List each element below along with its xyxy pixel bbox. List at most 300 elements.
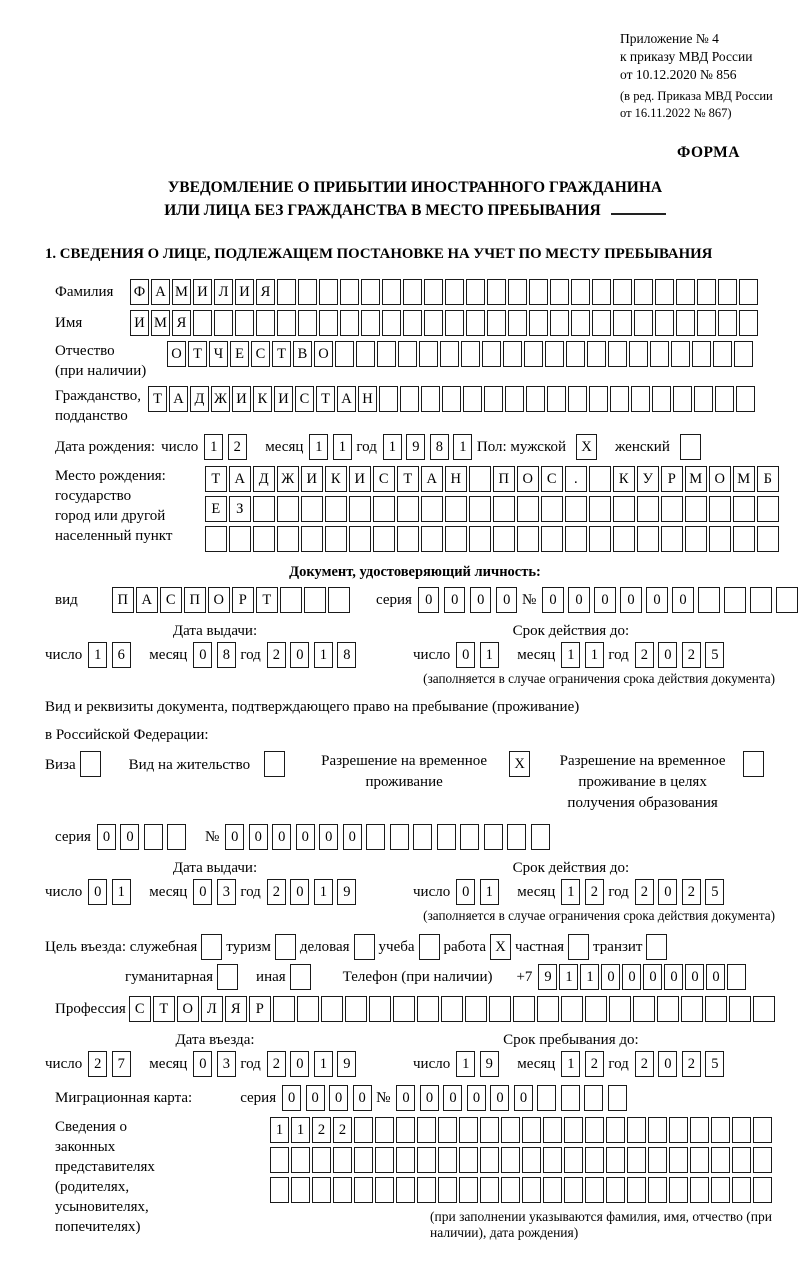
char-cell[interactable]: 0 [329, 1085, 348, 1111]
char-cell[interactable] [349, 526, 371, 552]
char-cell[interactable] [144, 824, 163, 850]
char-cell[interactable] [711, 1147, 730, 1173]
char-cell[interactable] [739, 310, 758, 336]
char-cell[interactable] [312, 1177, 331, 1203]
char-cell[interactable] [508, 310, 527, 336]
char-cell[interactable] [753, 1147, 772, 1173]
char-cell[interactable] [698, 587, 720, 613]
char-cell[interactable] [718, 279, 737, 305]
char-cell[interactable] [727, 964, 746, 990]
char-cell[interactable]: Д [190, 386, 209, 412]
char-cell[interactable]: А [169, 386, 188, 412]
char-cell[interactable] [669, 1147, 688, 1173]
char-cell[interactable] [390, 824, 409, 850]
char-cell[interactable] [627, 1147, 646, 1173]
char-cell[interactable] [733, 526, 755, 552]
char-cell[interactable] [565, 496, 587, 522]
char-cell[interactable] [732, 1177, 751, 1203]
char-cell[interactable] [589, 496, 611, 522]
char-cell[interactable] [709, 496, 731, 522]
char-cell[interactable] [585, 996, 607, 1022]
char-cell[interactable] [340, 310, 359, 336]
char-cell[interactable] [739, 279, 758, 305]
char-cell[interactable] [253, 496, 275, 522]
purpose-work-checkbox[interactable]: X [490, 934, 511, 960]
sex-male-checkbox[interactable]: X [576, 434, 597, 460]
char-cell[interactable] [291, 1147, 310, 1173]
char-cell[interactable] [657, 996, 679, 1022]
char-cell[interactable] [373, 496, 395, 522]
char-cell[interactable] [482, 341, 501, 367]
char-cell[interactable]: 1 [580, 964, 599, 990]
char-cell[interactable] [634, 279, 653, 305]
rvp-education-checkbox[interactable] [743, 751, 764, 777]
char-cell[interactable] [328, 587, 350, 613]
char-cell[interactable] [522, 1177, 541, 1203]
char-cell[interactable]: 0 [343, 824, 362, 850]
char-cell[interactable] [757, 526, 779, 552]
char-cell[interactable]: О [517, 466, 539, 492]
char-cell[interactable]: 0 [658, 642, 677, 668]
char-cell[interactable] [694, 386, 713, 412]
char-cell[interactable]: Л [201, 996, 223, 1022]
char-cell[interactable] [345, 996, 367, 1022]
char-cell[interactable]: С [373, 466, 395, 492]
char-cell[interactable] [648, 1117, 667, 1143]
char-cell[interactable]: 9 [337, 879, 356, 905]
char-cell[interactable] [750, 587, 772, 613]
char-cell[interactable] [541, 526, 563, 552]
char-cell[interactable] [671, 341, 690, 367]
char-cell[interactable] [529, 310, 548, 336]
char-cell[interactable]: Р [661, 466, 683, 492]
char-cell[interactable] [697, 279, 716, 305]
char-cell[interactable] [487, 310, 506, 336]
char-cell[interactable]: . [565, 466, 587, 492]
char-cell[interactable] [419, 341, 438, 367]
char-cell[interactable] [167, 824, 186, 850]
char-cell[interactable] [382, 310, 401, 336]
char-cell[interactable] [753, 1117, 772, 1143]
char-cell[interactable] [397, 496, 419, 522]
char-cell[interactable]: П [184, 587, 206, 613]
char-cell[interactable] [561, 996, 583, 1022]
char-cell[interactable]: 1 [559, 964, 578, 990]
char-cell[interactable]: М [685, 466, 707, 492]
char-cell[interactable]: 8 [430, 434, 449, 460]
char-cell[interactable]: 1 [270, 1117, 289, 1143]
char-cell[interactable]: 2 [635, 879, 654, 905]
char-cell[interactable] [585, 1117, 604, 1143]
char-cell[interactable] [564, 1147, 583, 1173]
char-cell[interactable] [631, 386, 650, 412]
char-cell[interactable] [609, 996, 631, 1022]
char-cell[interactable]: 3 [217, 879, 236, 905]
char-cell[interactable] [508, 279, 527, 305]
char-cell[interactable]: 1 [480, 879, 499, 905]
char-cell[interactable] [529, 279, 548, 305]
char-cell[interactable]: Е [230, 341, 249, 367]
char-cell[interactable] [655, 279, 674, 305]
char-cell[interactable] [277, 496, 299, 522]
char-cell[interactable] [229, 526, 251, 552]
char-cell[interactable]: И [301, 466, 323, 492]
char-cell[interactable] [460, 824, 479, 850]
char-cell[interactable] [543, 1177, 562, 1203]
char-cell[interactable] [589, 386, 608, 412]
char-cell[interactable] [526, 386, 545, 412]
char-cell[interactable] [301, 496, 323, 522]
char-cell[interactable] [585, 1147, 604, 1173]
char-cell[interactable]: 0 [290, 1051, 309, 1077]
char-cell[interactable] [524, 341, 543, 367]
char-cell[interactable]: С [295, 386, 314, 412]
char-cell[interactable]: А [229, 466, 251, 492]
char-cell[interactable] [480, 1177, 499, 1203]
char-cell[interactable]: 0 [443, 1085, 462, 1111]
char-cell[interactable] [354, 1147, 373, 1173]
char-cell[interactable]: С [129, 996, 151, 1022]
char-cell[interactable] [361, 279, 380, 305]
char-cell[interactable] [606, 1177, 625, 1203]
char-cell[interactable] [608, 1085, 627, 1111]
char-cell[interactable]: 1 [453, 434, 472, 460]
char-cell[interactable] [613, 310, 632, 336]
char-cell[interactable] [321, 996, 343, 1022]
char-cell[interactable] [690, 1147, 709, 1173]
char-cell[interactable]: Н [445, 466, 467, 492]
char-cell[interactable] [648, 1147, 667, 1173]
char-cell[interactable] [613, 496, 635, 522]
char-cell[interactable]: К [613, 466, 635, 492]
char-cell[interactable] [438, 1177, 457, 1203]
char-cell[interactable] [459, 1177, 478, 1203]
char-cell[interactable] [480, 1117, 499, 1143]
char-cell[interactable] [493, 526, 515, 552]
char-cell[interactable]: И [349, 466, 371, 492]
char-cell[interactable]: Р [232, 587, 254, 613]
char-cell[interactable] [522, 1117, 541, 1143]
char-cell[interactable]: 0 [120, 824, 139, 850]
char-cell[interactable] [589, 466, 611, 492]
char-cell[interactable] [442, 386, 461, 412]
char-cell[interactable]: 0 [444, 587, 466, 613]
char-cell[interactable] [403, 310, 422, 336]
char-cell[interactable] [396, 1117, 415, 1143]
char-cell[interactable] [413, 824, 432, 850]
char-cell[interactable]: 1 [456, 1051, 475, 1077]
char-cell[interactable] [592, 310, 611, 336]
char-cell[interactable] [424, 279, 443, 305]
char-cell[interactable]: 2 [267, 1051, 286, 1077]
char-cell[interactable]: 2 [88, 1051, 107, 1077]
char-cell[interactable]: 0 [706, 964, 725, 990]
char-cell[interactable] [438, 1117, 457, 1143]
char-cell[interactable] [333, 1177, 352, 1203]
char-cell[interactable]: Ф [130, 279, 149, 305]
char-cell[interactable] [291, 1177, 310, 1203]
char-cell[interactable]: 0 [542, 587, 564, 613]
char-cell[interactable]: 9 [538, 964, 557, 990]
char-cell[interactable] [729, 996, 751, 1022]
char-cell[interactable] [627, 1177, 646, 1203]
char-cell[interactable]: 0 [290, 879, 309, 905]
char-cell[interactable]: В [293, 341, 312, 367]
char-cell[interactable] [340, 279, 359, 305]
char-cell[interactable]: 0 [225, 824, 244, 850]
char-cell[interactable]: И [130, 310, 149, 336]
purpose-official-checkbox[interactable] [201, 934, 222, 960]
char-cell[interactable] [214, 310, 233, 336]
char-cell[interactable] [437, 824, 456, 850]
char-cell[interactable]: 8 [217, 642, 236, 668]
char-cell[interactable] [461, 341, 480, 367]
char-cell[interactable] [543, 1147, 562, 1173]
char-cell[interactable] [697, 310, 716, 336]
char-cell[interactable]: 7 [112, 1051, 131, 1077]
char-cell[interactable] [489, 996, 511, 1022]
char-cell[interactable] [438, 1147, 457, 1173]
char-cell[interactable] [298, 279, 317, 305]
char-cell[interactable]: 1 [314, 1051, 333, 1077]
char-cell[interactable] [692, 341, 711, 367]
char-cell[interactable]: 2 [228, 434, 247, 460]
char-cell[interactable] [732, 1147, 751, 1173]
char-cell[interactable]: 0 [685, 964, 704, 990]
char-cell[interactable] [566, 341, 585, 367]
char-cell[interactable] [571, 310, 590, 336]
char-cell[interactable] [373, 526, 395, 552]
char-cell[interactable] [681, 996, 703, 1022]
char-cell[interactable] [753, 1177, 772, 1203]
char-cell[interactable]: 2 [585, 879, 604, 905]
char-cell[interactable] [375, 1117, 394, 1143]
char-cell[interactable] [537, 1085, 556, 1111]
char-cell[interactable] [484, 386, 503, 412]
char-cell[interactable]: 1 [561, 1051, 580, 1077]
char-cell[interactable] [375, 1147, 394, 1173]
char-cell[interactable] [753, 996, 775, 1022]
char-cell[interactable] [685, 496, 707, 522]
char-cell[interactable] [531, 824, 550, 850]
char-cell[interactable]: 1 [314, 879, 333, 905]
char-cell[interactable] [629, 341, 648, 367]
char-cell[interactable] [297, 996, 319, 1022]
char-cell[interactable] [547, 386, 566, 412]
char-cell[interactable] [304, 587, 326, 613]
char-cell[interactable] [561, 1085, 580, 1111]
char-cell[interactable]: Ж [211, 386, 230, 412]
char-cell[interactable] [469, 496, 491, 522]
char-cell[interactable]: 5 [705, 879, 724, 905]
char-cell[interactable] [503, 341, 522, 367]
char-cell[interactable] [377, 341, 396, 367]
char-cell[interactable]: 1 [585, 642, 604, 668]
char-cell[interactable]: И [232, 386, 251, 412]
char-cell[interactable] [273, 996, 295, 1022]
char-cell[interactable]: Т [148, 386, 167, 412]
char-cell[interactable]: 1 [314, 642, 333, 668]
char-cell[interactable] [277, 526, 299, 552]
char-cell[interactable] [484, 824, 503, 850]
char-cell[interactable] [550, 279, 569, 305]
char-cell[interactable] [676, 279, 695, 305]
char-cell[interactable]: К [325, 466, 347, 492]
char-cell[interactable] [637, 496, 659, 522]
char-cell[interactable] [715, 386, 734, 412]
char-cell[interactable] [541, 496, 563, 522]
purpose-study-checkbox[interactable] [419, 934, 440, 960]
char-cell[interactable] [613, 526, 635, 552]
char-cell[interactable] [732, 1117, 751, 1143]
char-cell[interactable] [298, 310, 317, 336]
char-cell[interactable] [545, 341, 564, 367]
purpose-business-checkbox[interactable] [354, 934, 375, 960]
char-cell[interactable]: 0 [97, 824, 116, 850]
char-cell[interactable]: Т [205, 466, 227, 492]
char-cell[interactable] [718, 310, 737, 336]
char-cell[interactable]: П [493, 466, 515, 492]
char-cell[interactable]: 1 [480, 642, 499, 668]
char-cell[interactable]: 1 [88, 642, 107, 668]
char-cell[interactable]: Б [757, 466, 779, 492]
char-cell[interactable]: 0 [664, 964, 683, 990]
char-cell[interactable] [466, 279, 485, 305]
char-cell[interactable]: 1 [333, 434, 352, 460]
char-cell[interactable]: А [136, 587, 158, 613]
char-cell[interactable]: 5 [705, 1051, 724, 1077]
rvp-checkbox[interactable]: X [509, 751, 530, 777]
char-cell[interactable]: Я [172, 310, 191, 336]
char-cell[interactable] [650, 341, 669, 367]
char-cell[interactable]: Т [153, 996, 175, 1022]
char-cell[interactable] [465, 996, 487, 1022]
char-cell[interactable]: Р [249, 996, 271, 1022]
char-cell[interactable]: 0 [396, 1085, 415, 1111]
visa-checkbox[interactable] [80, 751, 101, 777]
char-cell[interactable]: О [177, 996, 199, 1022]
char-cell[interactable] [606, 1147, 625, 1173]
char-cell[interactable]: Т [272, 341, 291, 367]
char-cell[interactable]: А [151, 279, 170, 305]
char-cell[interactable]: О [314, 341, 333, 367]
char-cell[interactable]: Ч [209, 341, 228, 367]
char-cell[interactable]: П [112, 587, 134, 613]
char-cell[interactable] [397, 526, 419, 552]
char-cell[interactable]: 2 [267, 879, 286, 905]
char-cell[interactable]: З [229, 496, 251, 522]
char-cell[interactable] [369, 996, 391, 1022]
char-cell[interactable] [733, 496, 755, 522]
char-cell[interactable]: Я [256, 279, 275, 305]
char-cell[interactable] [673, 386, 692, 412]
char-cell[interactable] [513, 996, 535, 1022]
char-cell[interactable] [517, 496, 539, 522]
char-cell[interactable] [396, 1177, 415, 1203]
char-cell[interactable]: С [251, 341, 270, 367]
char-cell[interactable] [669, 1177, 688, 1203]
char-cell[interactable] [571, 279, 590, 305]
char-cell[interactable]: М [151, 310, 170, 336]
char-cell[interactable]: 1 [112, 879, 131, 905]
char-cell[interactable] [382, 279, 401, 305]
char-cell[interactable]: 0 [353, 1085, 372, 1111]
char-cell[interactable] [445, 496, 467, 522]
char-cell[interactable]: 2 [635, 1051, 654, 1077]
char-cell[interactable]: 0 [282, 1085, 301, 1111]
char-cell[interactable]: 0 [643, 964, 662, 990]
char-cell[interactable] [690, 1177, 709, 1203]
char-cell[interactable]: О [167, 341, 186, 367]
char-cell[interactable] [469, 526, 491, 552]
char-cell[interactable]: Т [397, 466, 419, 492]
char-cell[interactable]: М [733, 466, 755, 492]
char-cell[interactable] [564, 1117, 583, 1143]
char-cell[interactable] [608, 341, 627, 367]
char-cell[interactable] [627, 1117, 646, 1143]
char-cell[interactable] [319, 310, 338, 336]
char-cell[interactable] [280, 587, 302, 613]
char-cell[interactable] [550, 310, 569, 336]
char-cell[interactable] [565, 526, 587, 552]
char-cell[interactable] [661, 526, 683, 552]
char-cell[interactable]: 0 [193, 642, 212, 668]
char-cell[interactable] [349, 496, 371, 522]
char-cell[interactable] [396, 1147, 415, 1173]
char-cell[interactable] [354, 1117, 373, 1143]
char-cell[interactable] [661, 496, 683, 522]
char-cell[interactable] [361, 310, 380, 336]
char-cell[interactable]: 0 [418, 587, 440, 613]
char-cell[interactable]: 2 [682, 879, 701, 905]
char-cell[interactable] [501, 1147, 520, 1173]
char-cell[interactable] [417, 996, 439, 1022]
char-cell[interactable] [270, 1147, 289, 1173]
char-cell[interactable] [325, 526, 347, 552]
char-cell[interactable] [466, 310, 485, 336]
char-cell[interactable]: А [421, 466, 443, 492]
char-cell[interactable] [711, 1117, 730, 1143]
char-cell[interactable] [333, 1147, 352, 1173]
char-cell[interactable] [480, 1147, 499, 1173]
char-cell[interactable]: 0 [319, 824, 338, 850]
char-cell[interactable] [393, 996, 415, 1022]
char-cell[interactable]: 0 [193, 879, 212, 905]
char-cell[interactable] [592, 279, 611, 305]
char-cell[interactable] [709, 526, 731, 552]
char-cell[interactable] [335, 341, 354, 367]
char-cell[interactable] [325, 496, 347, 522]
char-cell[interactable]: 1 [204, 434, 223, 460]
char-cell[interactable]: Л [214, 279, 233, 305]
char-cell[interactable] [403, 279, 422, 305]
purpose-private-checkbox[interactable] [568, 934, 589, 960]
purpose-tourism-checkbox[interactable] [275, 934, 296, 960]
char-cell[interactable] [705, 996, 727, 1022]
char-cell[interactable]: 0 [568, 587, 590, 613]
char-cell[interactable]: 0 [193, 1051, 212, 1077]
char-cell[interactable] [610, 386, 629, 412]
char-cell[interactable] [587, 341, 606, 367]
char-cell[interactable] [463, 386, 482, 412]
char-cell[interactable]: И [235, 279, 254, 305]
char-cell[interactable] [375, 1177, 394, 1203]
char-cell[interactable] [537, 996, 559, 1022]
char-cell[interactable]: 9 [480, 1051, 499, 1077]
char-cell[interactable] [543, 1117, 562, 1143]
char-cell[interactable] [256, 310, 275, 336]
char-cell[interactable] [585, 1177, 604, 1203]
